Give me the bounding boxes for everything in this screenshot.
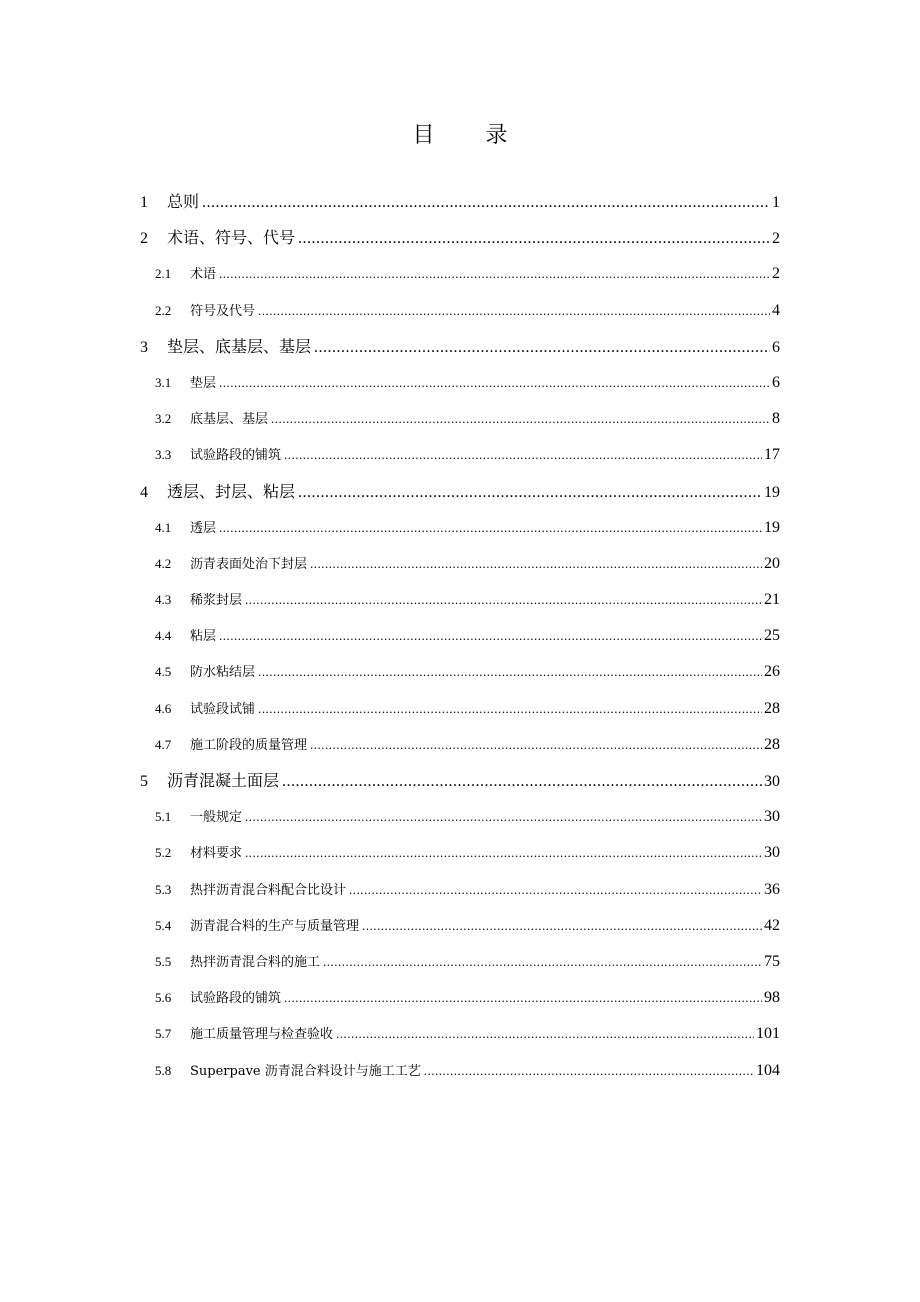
toc-entry-number: 4.3 — [155, 592, 172, 608]
toc-entry-number: 4.6 — [155, 700, 172, 716]
toc-section-entry[interactable] — [140, 1016, 780, 1052]
toc-section-entry[interactable] — [140, 944, 780, 980]
toc-entry-page-number: 98 — [764, 989, 780, 1007]
toc-entry-page-number: 26 — [764, 663, 780, 681]
toc-entry-number: 4.2 — [155, 555, 172, 571]
toc-entry-label: 垫层 — [190, 375, 217, 391]
toc-entry-page-number: 4 — [772, 301, 780, 319]
toc-entry-page-number: 19 — [764, 518, 780, 536]
dot-leader — [310, 546, 762, 582]
toc-entry-number: 4.4 — [155, 628, 172, 644]
toc-list — [140, 184, 780, 1089]
toc-section-entry[interactable] — [140, 727, 780, 763]
toc-entry-page-number: 28 — [764, 699, 780, 717]
toc-entry-label: 垫层、底基层、基层 — [167, 336, 312, 356]
toc-section-entry[interactable] — [140, 980, 780, 1016]
toc-entry-number: 3 — [140, 338, 148, 356]
dot-leader — [310, 727, 762, 763]
toc-entry-number: 4.1 — [155, 519, 172, 535]
toc-entry-page-number: 25 — [764, 627, 780, 645]
toc-section-entry[interactable] — [140, 835, 780, 871]
toc-entry-page-number: 30 — [764, 844, 780, 862]
toc-entry-label: 热拌沥青混合料的施工 — [190, 954, 321, 970]
dot-leader — [258, 654, 762, 690]
toc-entry-page-number: 30 — [764, 773, 780, 790]
dot-leader — [271, 401, 770, 437]
toc-entry-label: 透层、封层、粘层 — [167, 481, 296, 501]
toc-entry-number: 5.1 — [155, 809, 172, 825]
toc-entry-page-number: 75 — [764, 952, 780, 970]
dot-leader — [219, 256, 770, 292]
toc-entry-label: 沥青表面处治下封层 — [190, 556, 308, 572]
dot-leader — [219, 365, 770, 401]
dot-leader — [202, 185, 770, 220]
toc-entry-number: 2.2 — [155, 302, 172, 318]
page-title: 目 录 — [412, 123, 530, 148]
toc-entry-page-number: 28 — [764, 735, 780, 753]
toc-entry-page-number: 2 — [772, 265, 780, 283]
dot-leader — [219, 618, 762, 654]
toc-entry-page-number: 104 — [756, 1061, 780, 1079]
toc-entry-page-number: 21 — [764, 591, 780, 609]
toc-section-entry[interactable] — [140, 654, 780, 690]
toc-entry-number: 5.3 — [155, 881, 172, 897]
toc-chapter-entry[interactable] — [140, 184, 780, 220]
toc-entry-number: 3.3 — [155, 447, 172, 463]
toc-section-entry[interactable] — [140, 365, 780, 401]
toc-section-entry[interactable] — [140, 872, 780, 908]
toc-section-entry[interactable] — [140, 1053, 780, 1089]
toc-entry-label: 施工质量管理与检查验收 — [190, 1027, 334, 1043]
dot-leader — [349, 872, 762, 908]
toc-entry-page-number: 6 — [772, 338, 780, 356]
toc-entry-page-number: 1 — [772, 194, 780, 211]
toc-entry-number: 5.8 — [155, 1062, 172, 1078]
toc-entry-label: 试验路段的铺筑 — [190, 448, 282, 464]
toc-entry-label: 稀浆封层 — [190, 593, 243, 609]
toc-section-entry[interactable] — [140, 256, 780, 292]
toc-entry-number: 5.5 — [155, 953, 172, 969]
toc-entry-number: 4 — [140, 483, 148, 501]
dot-leader — [284, 437, 762, 473]
toc-entry-number: 2 — [140, 230, 148, 248]
toc-entry-page-number: 17 — [764, 446, 780, 464]
dot-leader — [298, 475, 762, 510]
dot-leader — [298, 221, 770, 256]
toc-entry-number: 3.1 — [155, 374, 172, 390]
toc-chapter-entry[interactable] — [140, 474, 780, 510]
toc-entry-label: 沥青混凝土面层 — [167, 771, 280, 790]
toc-section-entry[interactable] — [140, 293, 780, 329]
dot-leader — [219, 510, 762, 546]
dot-leader — [284, 980, 762, 1016]
toc-entry-page-number: 19 — [764, 483, 780, 501]
dot-leader — [362, 908, 762, 944]
toc-section-entry[interactable] — [140, 510, 780, 546]
toc-chapter-entry[interactable] — [140, 763, 780, 799]
toc-entry-page-number: 42 — [764, 916, 780, 934]
toc-entry-label: 总则 — [167, 192, 200, 211]
toc-entry-label: 施工阶段的质量管理 — [190, 737, 308, 753]
toc-entry-page-number: 101 — [756, 1025, 780, 1043]
toc-entry-page-number: 6 — [772, 373, 780, 391]
toc-entry-number: 2.1 — [155, 266, 172, 282]
toc-entry-number: 4.7 — [155, 736, 172, 752]
toc-entry-label: Superpave 沥青混合料设计与施工工艺 — [190, 1063, 421, 1079]
dot-leader — [258, 293, 770, 329]
toc-entry-page-number: 30 — [764, 808, 780, 826]
dot-leader — [258, 691, 762, 727]
toc-entry-number: 3.2 — [155, 411, 172, 427]
toc-entry-label: 沥青混合料的生产与质量管理 — [190, 918, 360, 934]
toc-entry-label: 粘层 — [190, 629, 217, 645]
toc-chapter-entry[interactable] — [140, 329, 780, 365]
toc-entry-label: 底基层、基层 — [190, 412, 269, 428]
toc-section-entry[interactable] — [140, 799, 780, 835]
toc-entry-page-number: 2 — [772, 230, 780, 248]
toc-section-entry[interactable] — [140, 437, 780, 473]
toc-entry-page-number: 8 — [772, 410, 780, 428]
toc-section-entry[interactable] — [140, 908, 780, 944]
toc-entry-label: 试验段试铺 — [190, 701, 256, 717]
toc-entry-label: 热拌沥青混合料配合比设计 — [190, 882, 347, 898]
toc-entry-label: 一般规定 — [190, 810, 243, 826]
toc-chapter-entry[interactable] — [140, 220, 780, 256]
toc-entry-number: 5 — [140, 773, 148, 790]
toc-section-entry[interactable] — [140, 582, 780, 618]
toc-entry-label: 试验路段的铺筑 — [190, 991, 282, 1007]
toc-section-entry[interactable] — [140, 401, 780, 437]
dot-leader — [245, 582, 762, 618]
toc-entry-label: 透层 — [190, 520, 217, 536]
toc-entry-label: 防水粘结层 — [190, 665, 256, 681]
dot-leader — [336, 1016, 754, 1052]
toc-section-entry[interactable] — [140, 546, 780, 582]
toc-entry-number: 5.2 — [155, 845, 172, 861]
dot-leader — [323, 944, 762, 980]
toc-entry-label: 符号及代号 — [190, 303, 256, 319]
toc-entry-label: 术语 — [190, 267, 217, 283]
toc-entry-number: 4.5 — [155, 664, 172, 680]
toc-entry-number: 1 — [140, 194, 148, 211]
toc-entry-number: 5.7 — [155, 1026, 172, 1042]
dot-leader — [245, 799, 762, 835]
toc-entry-number: 5.4 — [155, 917, 172, 933]
dot-leader — [424, 1053, 754, 1089]
toc-entry-label: 术语、符号、代号 — [167, 228, 296, 248]
dot-leader — [314, 330, 770, 365]
dot-leader — [282, 764, 762, 799]
toc-entry-label: 材料要求 — [190, 846, 243, 862]
toc-entry-number: 5.6 — [155, 990, 172, 1006]
toc-section-entry[interactable] — [140, 691, 780, 727]
dot-leader — [245, 835, 762, 871]
toc-section-entry[interactable] — [140, 618, 780, 654]
toc-entry-page-number: 20 — [764, 554, 780, 572]
toc-entry-page-number: 36 — [764, 880, 780, 898]
